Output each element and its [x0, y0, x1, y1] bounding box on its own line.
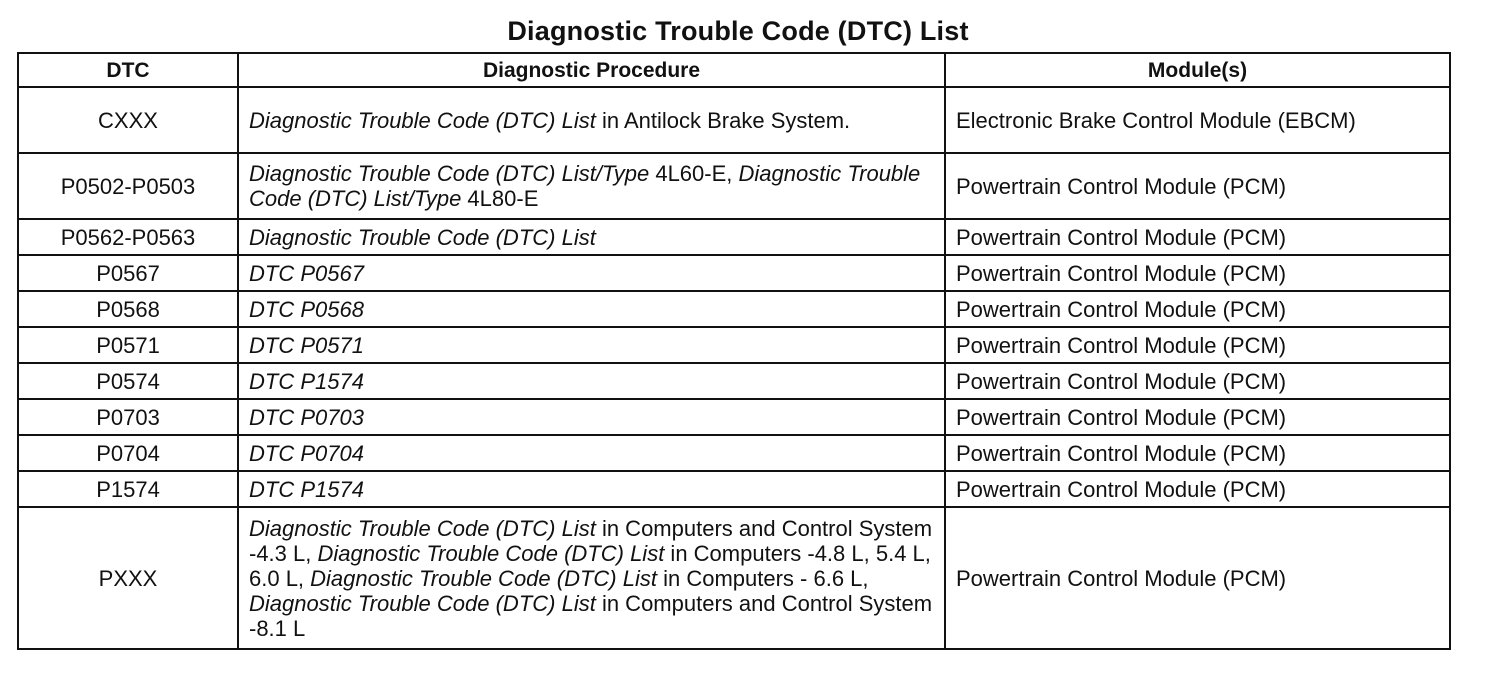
- table-body: [18, 87, 1450, 649]
- diagnostic-procedure-cell: [238, 399, 945, 435]
- procedure-reference-text: Diagnostic Trouble Code (DTC) List: [249, 515, 596, 541]
- table-row: [18, 255, 1450, 291]
- procedure-text: in Computers and Control System -8.1 L: [249, 590, 933, 641]
- module-cell: Powertrain Control Module (PCM): [945, 327, 1450, 363]
- procedure-text: in Computers - 6.6 L,: [656, 565, 869, 591]
- module-cell: Powertrain Control Module (PCM): [945, 399, 1450, 435]
- procedure-reference-text: Diagnostic Trouble Code (DTC) List: [249, 224, 596, 250]
- dtc-code-cell: P0567: [18, 255, 238, 291]
- table-row: [18, 291, 1450, 327]
- diagnostic-procedure-cell: [238, 219, 945, 255]
- module-cell: Powertrain Control Module (PCM): [945, 219, 1450, 255]
- diagnostic-procedure-cell: [238, 291, 945, 327]
- dtc-code-cell: P0574: [18, 363, 238, 399]
- table-row: [18, 87, 1450, 153]
- diagnostic-procedure-cell: [238, 327, 945, 363]
- dtc-code-cell: P0502-P0503: [18, 153, 238, 219]
- diagnostic-procedure-cell: [238, 435, 945, 471]
- dtc-code-cell: P0568: [18, 291, 238, 327]
- diagnostic-procedure-cell: [238, 363, 945, 399]
- procedure-reference-text: Diagnostic Trouble Code (DTC) List/Type: [249, 161, 650, 186]
- procedure-reference-text: Diagnostic Trouble Code (DTC) List: [249, 590, 596, 616]
- procedure-reference-text: DTC P0703: [249, 404, 364, 430]
- procedure-text: 4L60-E,: [649, 161, 739, 186]
- procedure-reference-text: DTC P0567: [249, 260, 364, 286]
- dtc-code-cell: PXXX: [18, 507, 238, 649]
- dtc-code-cell: P0704: [18, 435, 238, 471]
- table-row: [18, 471, 1450, 507]
- dtc-code-cell: P1574: [18, 471, 238, 507]
- table-row: [18, 399, 1450, 435]
- header-diagnostic-procedure: Diagnostic Procedure: [238, 53, 945, 87]
- procedure-reference-text: DTC P0571: [249, 332, 364, 358]
- procedure-reference-text: DTC P0704: [249, 440, 364, 466]
- diagnostic-procedure-cell: [238, 507, 945, 649]
- module-cell: Powertrain Control Module (PCM): [945, 153, 1450, 219]
- document-title: Diagnostic Trouble Code (DTC) List: [507, 16, 969, 46]
- table-row: [18, 435, 1450, 471]
- module-cell: Powertrain Control Module (PCM): [945, 435, 1450, 471]
- table-header-row: [18, 53, 1450, 87]
- diagnostic-procedure-cell: [238, 471, 945, 507]
- procedure-reference-text: DTC P1574: [249, 368, 364, 394]
- header-dtc: DTC: [18, 53, 238, 87]
- table-row: [18, 219, 1450, 255]
- procedure-reference-text: Diagnostic Trouble Code (DTC) List: [317, 540, 665, 566]
- dtc-code-cell: CXXX: [18, 87, 238, 153]
- module-cell: Powertrain Control Module (PCM): [945, 363, 1450, 399]
- diagnostic-procedure-cell: [238, 255, 945, 291]
- procedure-reference-text: Diagnostic Trouble Code (DTC) List/Type: [249, 161, 921, 211]
- procedure-reference-text: DTC P1574: [249, 476, 364, 502]
- module-cell: Electronic Brake Control Module (EBCM): [945, 87, 1450, 153]
- diagnostic-procedure-cell: [238, 153, 945, 219]
- dtc-code-cell: P0703: [18, 399, 238, 435]
- procedure-text: 4L80-E: [461, 186, 539, 211]
- module-cell: Powertrain Control Module (PCM): [945, 291, 1450, 327]
- dtc-code-cell: P0562-P0563: [18, 219, 238, 255]
- module-cell: Powertrain Control Module (PCM): [945, 255, 1450, 291]
- dtc-table: [17, 52, 1451, 650]
- dtc-code-cell: P0571: [18, 327, 238, 363]
- procedure-reference-text: DTC P0568: [249, 296, 364, 322]
- header-modules: Module(s): [945, 53, 1450, 87]
- procedure-reference-text: Diagnostic Trouble Code (DTC) List: [249, 107, 596, 133]
- procedure-text: in Computers -4.8 L, 5.4 L, 6.0 L,: [249, 540, 931, 591]
- table-row: [18, 363, 1450, 399]
- table-row: [18, 153, 1450, 219]
- procedure-text: in Computers and Control System -4.3 L,: [249, 515, 933, 566]
- module-cell: Powertrain Control Module (PCM): [945, 507, 1450, 649]
- procedure-reference-text: Diagnostic Trouble Code (DTC) List: [310, 565, 657, 591]
- table-row: [18, 327, 1450, 363]
- procedure-text: in Antilock Brake System.: [595, 107, 851, 133]
- table-row: [18, 507, 1450, 649]
- diagnostic-procedure-cell: [238, 87, 945, 153]
- module-cell: Powertrain Control Module (PCM): [945, 471, 1450, 507]
